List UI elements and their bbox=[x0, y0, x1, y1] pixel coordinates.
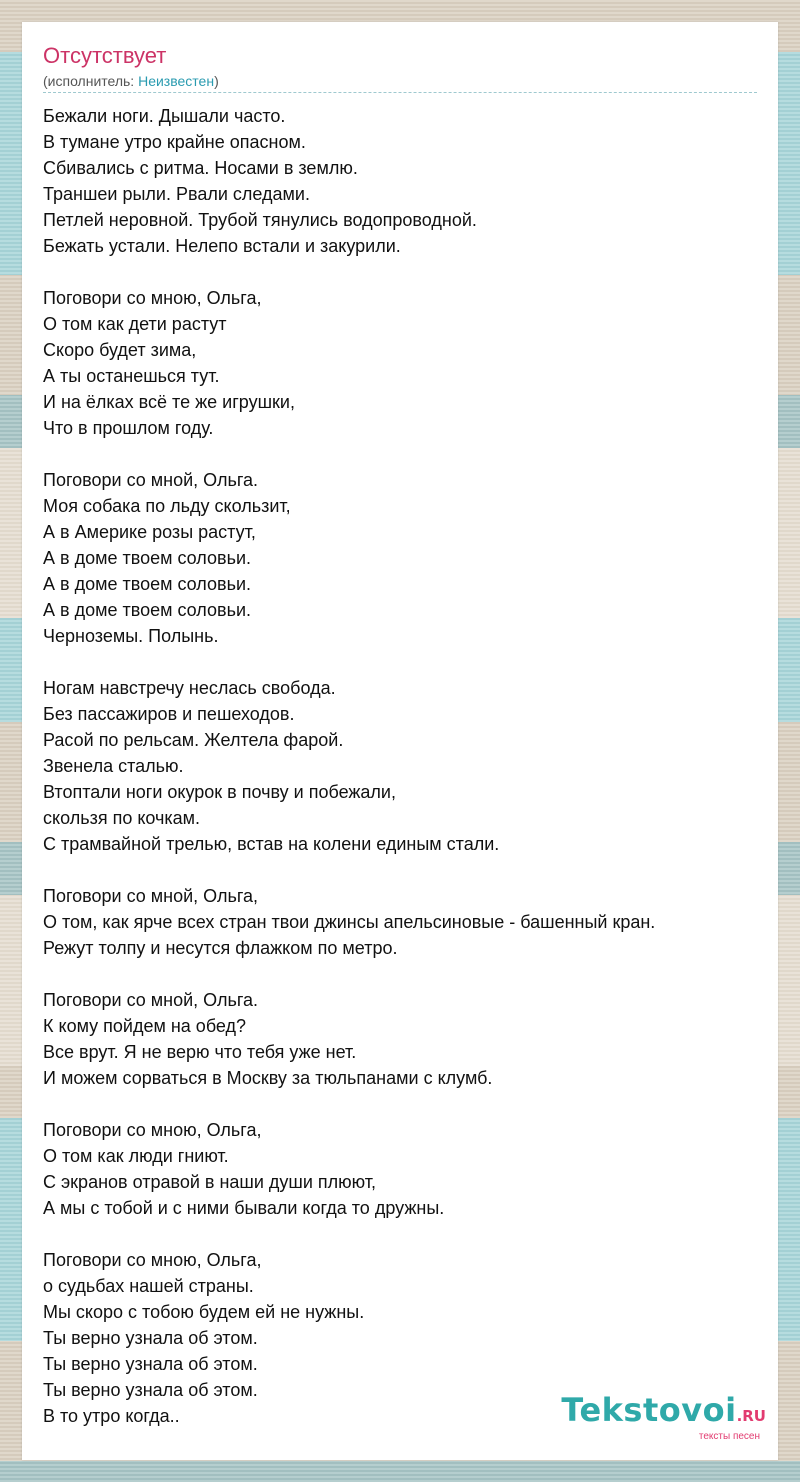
lyric-line: Звенела сталью. bbox=[43, 756, 184, 776]
artist-prefix: (исполнитель: bbox=[43, 73, 139, 89]
lyric-line: А в доме твоем соловьи. bbox=[43, 548, 252, 568]
lyric-line: Поговори со мной, Ольга, bbox=[43, 886, 259, 906]
lyric-line: Все врут. Я не верю что тебя уже нет. bbox=[43, 1042, 357, 1062]
lyric-line: В тумане утро крайне опасном. bbox=[43, 132, 306, 152]
lyric-line: Черноземы. Полынь. bbox=[43, 626, 219, 646]
lyric-line: А в Америке розы растут, bbox=[43, 522, 256, 542]
lyric-line: Ты верно узнала об этом. bbox=[43, 1354, 258, 1374]
lyric-line: О том как дети растут bbox=[43, 314, 227, 334]
lyric-line: Режут толпу и несутся флажком по метро. bbox=[43, 938, 398, 958]
stanza bbox=[43, 883, 758, 961]
lyric-line: о судьбах нашей страны. bbox=[43, 1276, 254, 1296]
lyric-line: Ты верно узнала об этом. bbox=[43, 1380, 258, 1400]
lyric-line: Бежали ноги. Дышали часто. bbox=[43, 106, 286, 126]
lyric-line: И можем сорваться в Москву за тюльпанами с клумб. bbox=[43, 1068, 493, 1088]
lyric-line: Петлей неровной. Трубой тянулись водопроводной. bbox=[43, 210, 477, 230]
lyric-line: Поговори со мною, Ольга, bbox=[43, 1120, 262, 1140]
lyrics-body bbox=[43, 103, 758, 1429]
lyric-line: Поговори со мной, Ольга. bbox=[43, 470, 259, 490]
lyric-line: А в доме твоем соловьи. bbox=[43, 600, 252, 620]
stanza bbox=[43, 285, 758, 441]
lyric-line: скользя по кочкам. bbox=[43, 808, 201, 828]
lyric-line: Траншеи рыли. Рвали следами. bbox=[43, 184, 310, 204]
logo-tld: .RU bbox=[736, 1407, 766, 1425]
lyric-line: И на ёлках всё те же игрушки, bbox=[43, 392, 295, 412]
lyric-line: В то утро когда.. bbox=[43, 1406, 180, 1426]
lyric-line: А мы с тобой и с ними бывали когда то дружны. bbox=[43, 1198, 445, 1218]
lyric-line: К кому пойдем на обед? bbox=[43, 1016, 247, 1036]
lyric-line: А ты останешься тут. bbox=[43, 366, 220, 386]
lyric-line: Ты верно узнала об этом. bbox=[43, 1328, 258, 1348]
lyric-line: Бежать устали. Нелепо встали и закурили. bbox=[43, 236, 401, 256]
lyric-line: О том как люди гниют. bbox=[43, 1146, 229, 1166]
artist-line bbox=[43, 73, 219, 89]
lyric-line: Мы скоро с тобою будем ей не нужны. bbox=[43, 1302, 365, 1322]
lyric-line: Поговори со мной, Ольга. bbox=[43, 990, 259, 1010]
lyric-line: Ногам навстречу неслась свобода. bbox=[43, 678, 336, 698]
lyric-line: Без пассажиров и пешеходов. bbox=[43, 704, 295, 724]
lyric-line: А в доме твоем соловьи. bbox=[43, 574, 252, 594]
lyric-line: Скоро будет зима, bbox=[43, 340, 197, 360]
stanza bbox=[43, 987, 758, 1091]
lyric-line: Сбивались с ритма. Носами в землю. bbox=[43, 158, 358, 178]
lyric-line: С трамвайной трелью, встав на колени единым стали. bbox=[43, 834, 500, 854]
lyric-line: Что в прошлом году. bbox=[43, 418, 214, 438]
lyric-line: Поговори со мною, Ольга, bbox=[43, 288, 262, 308]
song-title: Отсутствует bbox=[43, 43, 167, 68]
lyric-line: Моя собака по льду скользит, bbox=[43, 496, 291, 516]
stanza bbox=[43, 467, 758, 649]
logo-wordmark bbox=[561, 1393, 766, 1433]
stanza bbox=[43, 675, 758, 857]
content-card bbox=[22, 22, 778, 1460]
lyric-line: Поговори со мною, Ольга, bbox=[43, 1250, 262, 1270]
logo-subtitle: тексты песен bbox=[698, 1431, 760, 1442]
artist-link[interactable]: Неизвестен bbox=[138, 73, 215, 89]
lyric-line: О том, как ярче всех стран твои джинсы апельсиновые - башенный кран. bbox=[43, 912, 656, 932]
stanza bbox=[43, 103, 758, 259]
site-logo[interactable] bbox=[561, 1393, 766, 1442]
separator bbox=[43, 92, 757, 93]
lyric-line: Втоптали ноги окурок в почву и побежали, bbox=[43, 782, 396, 802]
artist-suffix: ) bbox=[214, 73, 219, 89]
lyric-line: Расой по рельсам. Желтела фарой. bbox=[43, 730, 344, 750]
lyric-line: С экранов отравой в наши души плюют, bbox=[43, 1172, 377, 1192]
stanza bbox=[43, 1117, 758, 1221]
logo-name: Tekstovoi bbox=[561, 1391, 737, 1429]
